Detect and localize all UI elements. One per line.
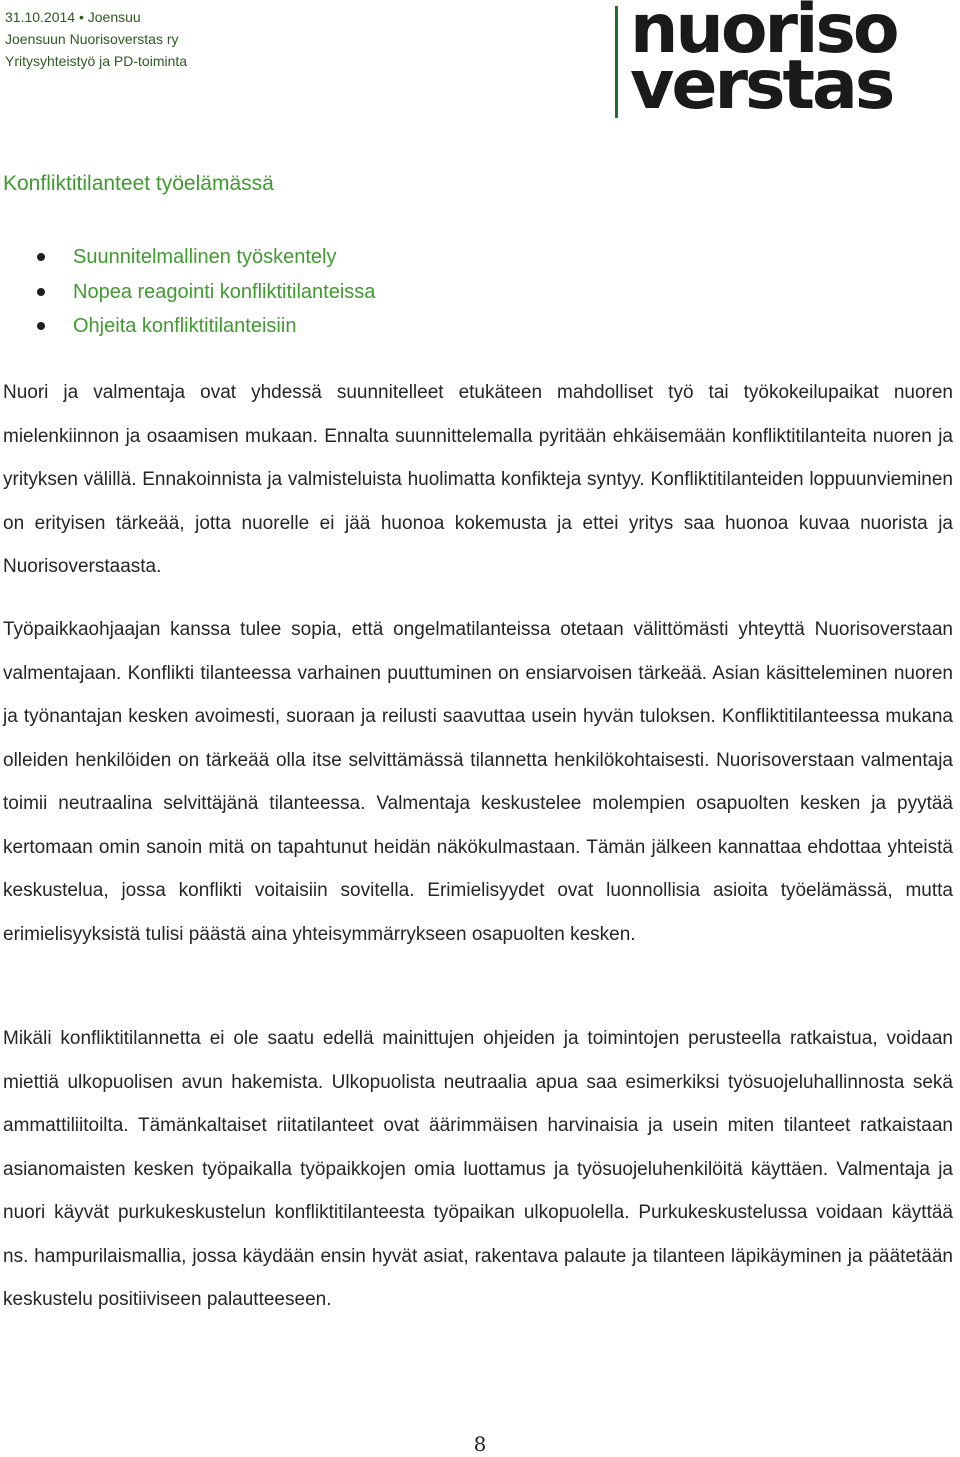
topic-list (0, 240, 375, 344)
nuorisoverstas-logo (630, 0, 955, 125)
logo-line-2: verstas (630, 46, 893, 125)
logo-divider (615, 6, 618, 118)
page-number: 8 (473, 1432, 487, 1456)
header-date: 31.10.2014 (5, 9, 76, 25)
topic-item: Nopea reagointi konfliktitilanteissa (0, 275, 375, 310)
paragraph-planning: Nuori ja valmentaja ovat yhdessä suunnitelleet etukäteen mahdolliset työ tai työkokeilupaikat nuoren mielenkiinnon ja osaamisen mukaan. Ennalta suunnittelemalla pyritään ehkäisemään konfliktitilanteita nuoren ja yrityksen välillä. Ennakoinnista ja valmisteluista huolimatta konfikteja syntyy. Konfliktitilanteiden loppuunvieminen on erityisen tärkeää, jotta nuorelle ei jää huonoa kokemusta ja ettei yritys saa huonoa kuvaa nuorista ja Nuorisoverstaasta. (3, 382, 953, 577)
logo-line-1: nuoriso (630, 0, 897, 69)
header-city: Joensuu (87, 9, 141, 25)
document-title: Konfliktitilanteet työelämässä (3, 172, 274, 195)
page-header (5, 6, 187, 72)
paragraph-outside-help: Mikäli konfliktitilannetta ei ole saatu edellä mainittujen ohjeiden ja toimintojen perusteella ratkaistua, voidaan miettiä ulkopuolisen avun hakemista. Ulkopuolista neutraalia apua saa esimerkiksi työsuojeluhallinnosta sekä ammattiliitoilta. Tämänkaltaiset riitatilanteet ovat äärimmäisen harvinaisia ja usein miten tilanteet ratkaistaan asianomaisten kesken työpaikalla työpaikkojen omia luottamus ja työsuojeluhenkilöitä käyttäen. Valmentaja ja nuori käyvät purkukeskustelun konfliktitilanteesta työpaikan ulkopuolella. Purkukeskustelussa voidaan käyttää ns. hampurilaismallia, jossa käydään ensin hyvät asiat, rakentava palaute ja tilanteen läpikäyminen ja päätetään keskustelu positiiviseen palautteeseen. (3, 1028, 953, 1310)
topic-item: Suunnitelmallinen työskentely (0, 240, 375, 275)
header-date-line (5, 6, 187, 28)
header-department: Yritysyhteistyö ja PD-toiminta (5, 53, 188, 69)
header-separator: • (78, 9, 84, 25)
paragraph-reaction: Työpaikkaohjaajan kanssa tulee sopia, että ongelmatilanteissa otetaan välittömästi yhteyttä Nuorisoverstaan valmentajaan. Konflikti tilanteessa varhainen puuttuminen on ensiarvoisen tärkeää. Asian käsitteleminen nuoren ja työnantajan kesken avoimesti, suoraan ja reilusti saavuttaa usein hyvän tuloksen. Konfliktitilanteessa mukana olleiden henkilöiden on tärkeää olla itse selvittämässä tilannetta henkilökohtaisesti. Nuorisoverstaan valmentaja toimii neutraalina selvittäjänä tilanteessa. Valmentaja keskustelee molempien osapuolten kesken ja pyytää kertomaan omin sanoin mitä on tapahtunut heidän näkökulmastaan. Tämän jälkeen kannattaa ehdottaa yhteistä keskustelua, jossa konflikti voitaisiin sovitella. Erimielisyydet ovat luonnollisia asioita työelämässä, mutta erimielisyyksistä tulisi päästä aina yhteisymmärrykseen osapuolten kesken. (3, 619, 953, 945)
topic-item: Ohjeita konfliktitilanteisiin (0, 309, 375, 344)
header-organization: Joensuun Nuorisoverstas ry (5, 31, 179, 47)
